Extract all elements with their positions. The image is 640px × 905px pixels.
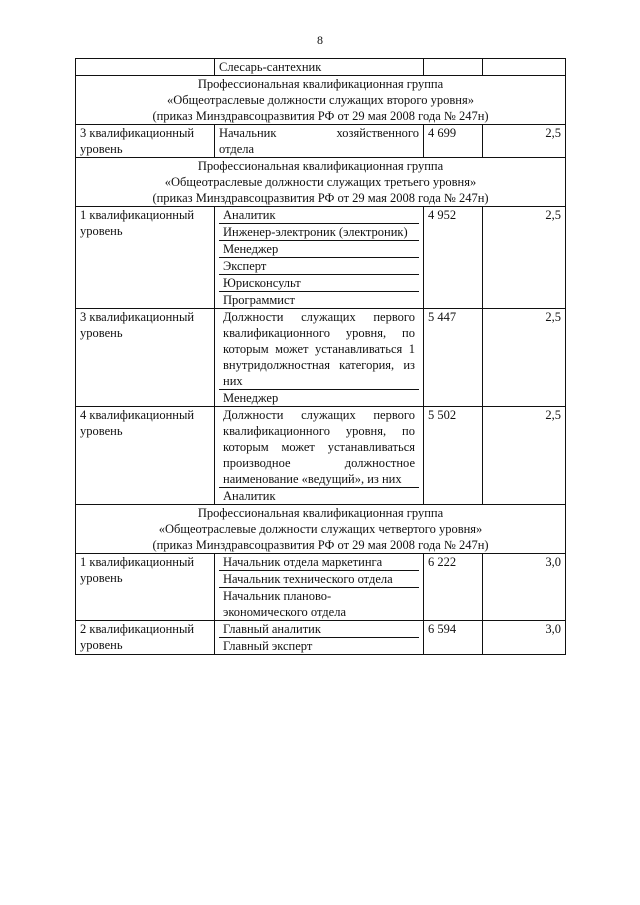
position-item: Аналитик	[219, 207, 419, 224]
level-cell: 4 квалификационный уровень	[76, 407, 215, 505]
page-number: 8	[317, 33, 323, 47]
position-item: Начальник планово-экономического отдела	[223, 589, 347, 619]
coefficient-cell: 2,5	[483, 207, 566, 309]
position-item: Начальник технического отдела	[219, 571, 419, 588]
group-subtitle: «Общеотраслевые должности служащих третьего уровня»	[164, 175, 477, 189]
group-order-ref: (приказ Минздравсоцразвития РФ от 29 мая 2008 года № 247н)	[152, 538, 489, 552]
salary-cell: 5 502	[424, 407, 483, 505]
group-header-row	[76, 158, 566, 207]
salary-cell: 6 594	[424, 621, 483, 655]
salary-cell	[424, 59, 483, 76]
salary-cell: 4 699	[424, 125, 483, 158]
coefficient-cell: 2,5	[483, 125, 566, 158]
coefficient-cell	[483, 59, 566, 76]
level-cell: 1 квалификационный уровень	[76, 207, 215, 309]
level-cell	[76, 59, 215, 76]
group-order-ref: (приказ Минздравсоцразвития РФ от 29 мая 2008 года № 247н)	[152, 191, 489, 205]
group-order-ref: (приказ Минздравсоцразвития РФ от 29 мая 2008 года № 247н)	[152, 109, 489, 123]
table-row	[76, 407, 566, 505]
position-cell	[215, 407, 424, 505]
position-text: отдела	[219, 142, 255, 156]
position-text: Начальник хозяйственного	[219, 126, 419, 140]
salary-cell: 6 222	[424, 554, 483, 621]
table-row	[76, 59, 566, 76]
coefficient-cell: 2,5	[483, 309, 566, 407]
coefficient-cell: 3,0	[483, 554, 566, 621]
group-subtitle: «Общеотраслевые должности служащих второго уровня»	[167, 93, 474, 107]
group-header-fourth-level	[76, 505, 566, 554]
group-header-third-level	[76, 158, 566, 207]
salary-cell: 5 447	[424, 309, 483, 407]
salary-table	[75, 58, 566, 655]
table-row	[76, 621, 566, 655]
position-item: Аналитик	[223, 489, 276, 503]
position-item: Эксперт	[219, 258, 419, 275]
table-row	[76, 554, 566, 621]
position-cell	[215, 309, 424, 407]
position-item: Главный аналитик	[219, 621, 419, 638]
position-item: Должности служащих первого квалификационного уровня, по которым может устанавливаться производное должностное наименование «ведущий», из них	[219, 407, 419, 488]
level-cell: 3 квалификационный уровень	[76, 125, 215, 158]
position-item: Менеджер	[219, 241, 419, 258]
group-header-row	[76, 505, 566, 554]
position-item: Инженер-электроник (электроник)	[219, 224, 419, 241]
level-cell: 2 квалификационный уровень	[76, 621, 215, 655]
coefficient-cell: 3,0	[483, 621, 566, 655]
coefficient-cell: 2,5	[483, 407, 566, 505]
level-cell: 3 квалификационный уровень	[76, 309, 215, 407]
group-header-second-level	[76, 76, 566, 125]
group-title: Профессиональная квалификационная группа	[197, 77, 444, 91]
position-item: Начальник отдела маркетинга	[219, 554, 419, 571]
table-row	[76, 309, 566, 407]
table-row	[76, 207, 566, 309]
position-cell: Слесарь-сантехник	[215, 59, 424, 76]
position-item: Должности служащих первого квалификационного уровня, по которым может устанавливаться 1 внутридолжностная категория, из них	[219, 309, 419, 390]
position-cell	[215, 207, 424, 309]
position-cell	[215, 554, 424, 621]
group-subtitle: «Общеотраслевые должности служащих четвертого уровня»	[158, 522, 483, 536]
position-item: Менеджер	[223, 391, 279, 405]
level-cell: 1 квалификационный уровень	[76, 554, 215, 621]
salary-cell: 4 952	[424, 207, 483, 309]
group-title: Профессиональная квалификационная группа	[197, 506, 444, 520]
position-cell	[215, 621, 424, 655]
position-item: Юрисконсульт	[219, 275, 419, 292]
group-header-row	[76, 76, 566, 125]
position-item: Главный эксперт	[223, 639, 313, 653]
group-title: Профессиональная квалификационная группа	[197, 159, 444, 173]
position-cell	[215, 125, 424, 158]
table-row	[76, 125, 566, 158]
position-item: Программист	[223, 293, 295, 307]
